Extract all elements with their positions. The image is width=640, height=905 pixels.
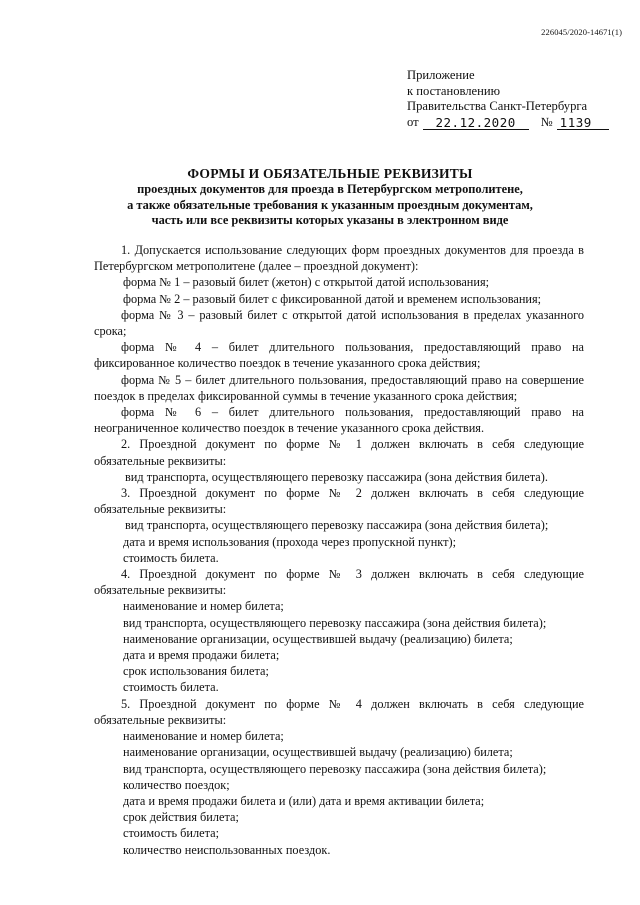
list-item: количество поездок; [123, 777, 230, 792]
list-item: наименование и номер билета; [123, 729, 284, 744]
appendix-date-line [407, 115, 627, 131]
list-item: стоимость билета. [123, 680, 219, 695]
section-5-intro: 5. Проездной документ по форме № 4 должен включать в себя следующие обязательные реквизиты: [94, 696, 584, 727]
list-item: вид транспорта, осуществляющего перевозку пассажира (зона действия билета). [125, 469, 548, 484]
number-label: № [540, 114, 553, 129]
list-item: срок действия билета; [123, 810, 239, 825]
appendix-block [407, 68, 627, 130]
list-item: дата и время использования (прохода через пропускной пункт); [123, 534, 457, 549]
document-number: 226045/2020-14671(1) [541, 27, 622, 37]
form-1-line: форма № 1 – разовый билет (жетон) с открытой датой использования; [123, 275, 490, 290]
form-3-line: форма № 3 – разовый билет с открытой датой использования в пределах указанного срока; [94, 307, 584, 339]
appendix-line-1: Приложение [407, 68, 475, 82]
section-4-intro: 4. Проездной документ по форме № 3 должен включать в себя следующие обязательные реквизиты: [94, 567, 584, 598]
title-sub-3: часть или все реквизиты которых указаны в электронном виде [151, 213, 509, 227]
appendix-line-2: к постановлению [407, 83, 501, 98]
form-4-line: форма № 4 – билет длительного пользования, предоставляющий право на фиксированное количество поездок в течение указанного срока действия; [94, 340, 584, 371]
document-title [80, 165, 580, 229]
list-item: вид транспорта, осуществляющего перевозку пассажира (зона действия билета); [123, 615, 547, 630]
list-item: стоимость билета. [123, 550, 219, 565]
list-item: вид транспорта, осуществляющего перевозку пассажира (зона действия билета); [123, 761, 547, 776]
list-item: срок использования билета; [123, 664, 269, 679]
list-item: количество неиспользованных поездок. [123, 842, 331, 857]
title-sub-2: а также обязательные требования к указанным проездным документам, [127, 197, 533, 212]
list-item: стоимость билета; [123, 826, 219, 841]
date-label: от [407, 114, 419, 129]
list-item: вид транспорта, осуществляющего перевозку пассажира (зона действия билета); [125, 518, 549, 533]
section-2-intro: 2. Проездной документ по форме № 1 должен включать в себя следующие обязательные реквизиты: [94, 437, 584, 468]
section-3-intro: 3. Проездной документ по форме № 2 должен включать в себя следующие обязательные реквизиты: [94, 486, 584, 517]
form-6-line: форма № 6 – билет длительного пользования, предоставляющий право на неограниченное количество поездок в течение указанного срока действия. [94, 405, 584, 436]
form-2-line: форма № 2 – разовый билет с фиксированной датой и временем использования; [123, 291, 542, 306]
appendix-line-3: Правительства Санкт-Петербурга [407, 99, 588, 113]
list-item: дата и время продажи билета; [123, 648, 280, 663]
title-sub-1: проездных документов для проезда в Петербургском метрополитене, [137, 182, 523, 196]
list-item: дата и время продажи билета и (или) дата и время активации билета; [123, 793, 485, 808]
list-item: наименование организации, осуществившей выдачу (реализацию) билета; [123, 631, 513, 646]
date-value: 22.12.2020 [423, 116, 529, 130]
title-main: ФОРМЫ И ОБЯЗАТЕЛЬНЫЕ РЕКВИЗИТЫ [187, 166, 473, 181]
number-value: 1139 [557, 116, 609, 130]
document-body [94, 242, 584, 858]
list-item: наименование и номер билета; [123, 599, 284, 614]
section-1-intro: 1. Допускается использование следующих форм проездных документов для проезда в Петербургском метрополитене (далее – проездной документ): [94, 243, 584, 274]
form-5-line: форма № 5 – билет длительного пользования, предоставляющий право на совершение поездок в пределах фиксированной суммы в течение указанного срока действия; [94, 372, 584, 403]
list-item: наименование организации, осуществившей выдачу (реализацию) билета; [123, 745, 513, 760]
